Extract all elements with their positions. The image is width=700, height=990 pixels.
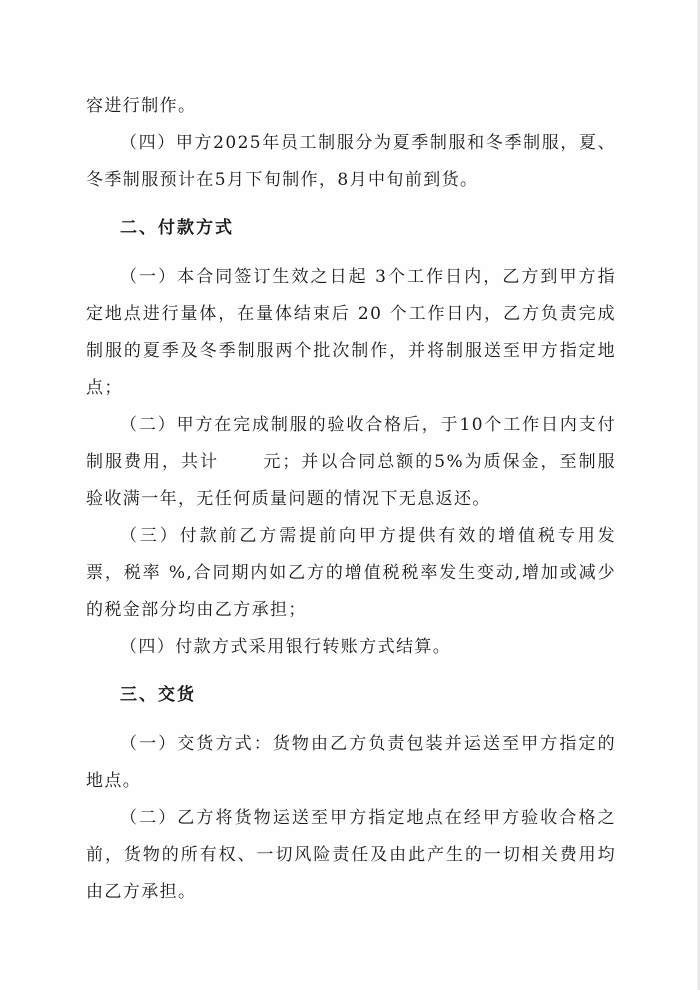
section-heading-payment: 二、付款方式 [120,218,234,238]
paragraph-payment-4: （四）付款方式采用银行转账方式结算。 [120,637,452,657]
paragraph-payment-1: （一）本合同签订生效之日起 3个工作日内，乙方到甲方指定地点进行量体，在量体结束后 20 个工作日内，乙方负责完成制服的夏季及冬季制服两个批次制作，并将制服送至甲方指定地点； [86,267,616,398]
paragraph-delivery-1: （一）交货方式：货物由乙方负责包装并运送至甲方指定的地点。 [86,734,616,791]
paragraph-payment-2: （二）甲方在完成制服的验收合格后，于10个工作日内支付制服费用，共计 元；并以合同总额的5%为质保金，至制服验收满一年，无任何质量问题的情况下无息返还。 [86,415,616,509]
paragraph-delivery-2: （二）乙方将货物运送至甲方指定地点在经甲方验收合格之前，货物的所有权、一切风险责任及由此产生的一切相关费用均由乙方承担。 [86,808,616,902]
section-heading-delivery: 三、交货 [120,685,196,705]
document-body [86,88,616,911]
paragraph-uniform-schedule: （四）甲方2025年员工制服分为夏季制服和冬季制服，夏、冬季制服预计在5月下旬制作，8月中旬前到货。 [86,133,616,190]
paragraph-payment-3: （三）付款前乙方需提前向甲方提供有效的增值税专用发票，税率 %,合同期内如乙方的增值税税率发生变动,增加或减少的税金部分均由乙方承担； [86,526,616,620]
paragraph-continuation: 容进行制作。 [86,96,197,116]
